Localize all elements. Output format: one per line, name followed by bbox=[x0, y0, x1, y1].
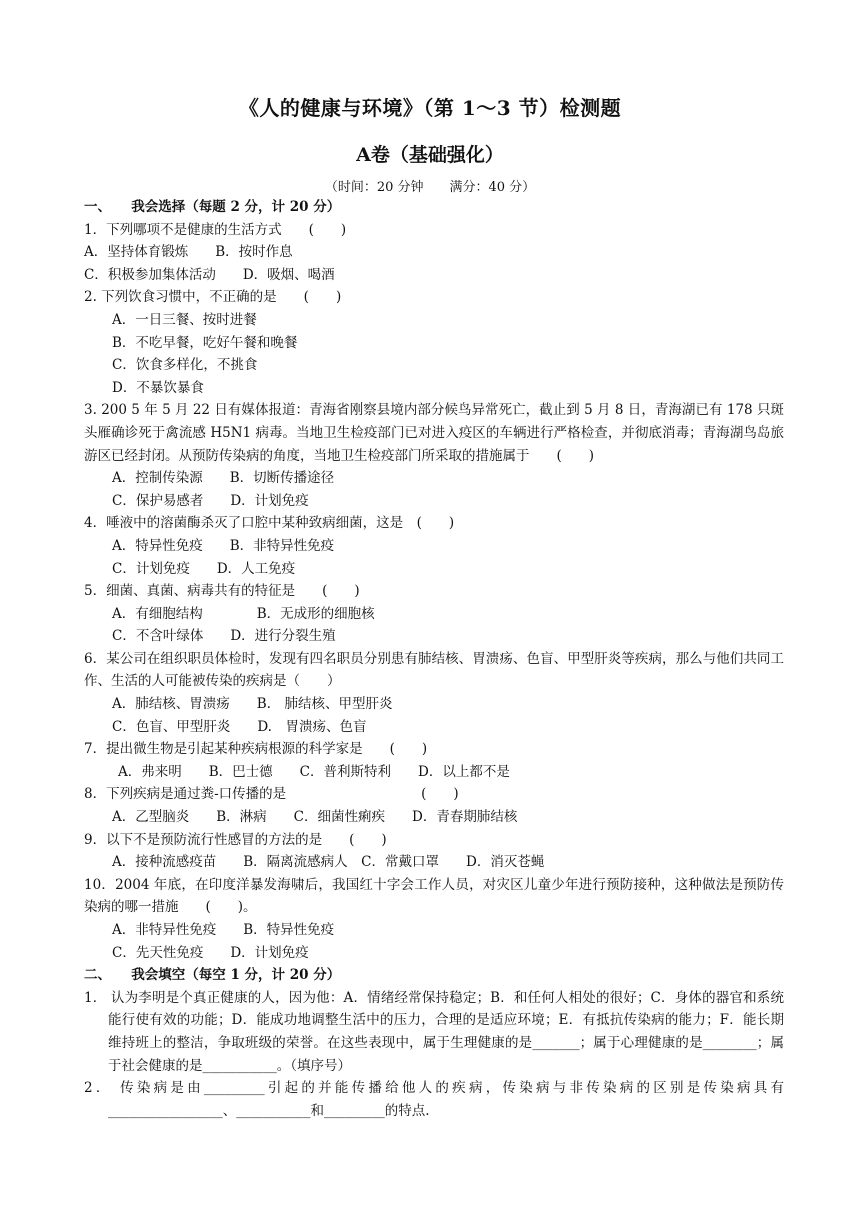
question-10-options-ab: A．非特异性免疫 B．特异性免疫 bbox=[112, 922, 335, 938]
section-heading-fill: 二、 我会填空（每空 1 分，计 20 分） bbox=[84, 967, 341, 984]
question-6-options-cd: C．色盲、甲型肝炎 D. 胃溃疡、色盲 bbox=[112, 718, 367, 735]
question-9-stem: 9．以下不是预防流行性感冒的方法的是 ( ) bbox=[84, 831, 387, 848]
question-4-options-cd: C．计划免疫 D．人工免疫 bbox=[112, 560, 296, 577]
question-6-options-ab: A．肺结核、胃溃疡 B. 肺结核、甲型肝炎 bbox=[112, 696, 393, 713]
question-2-stem: 2. 下列饮食习惯中，不正确的是 ( ) bbox=[84, 289, 342, 306]
question-9-options: A．接种流感疫苗 B．隔离流感病人 C．常戴口罩 D．消灭苍蝇 bbox=[112, 854, 545, 871]
question-2-option-a: A．一日三餐、按时进餐 bbox=[112, 311, 257, 328]
page-title: 《人的健康与环境》（第 1～3 节）检测题 bbox=[238, 96, 622, 120]
question-5-options-ab: A．有细胞结构 B．无成形的细胞核 bbox=[112, 605, 375, 622]
question-5-options-cd: C．不含叶绿体 D．进行分裂生殖 bbox=[112, 628, 336, 645]
exam-content bbox=[84, 196, 784, 1122]
page-subtitle: A卷（基础强化） bbox=[356, 144, 504, 166]
question-4-stem: 4．唾液中的溶菌酶杀灭了口腔中某种致病细菌，这是 ( ) bbox=[84, 515, 455, 532]
question-8-stem: 8．下列疾病是通过粪-口传播的是 ( ) bbox=[84, 786, 459, 803]
question-10-options-cd: C．先天性免疫 D．计划免疫 bbox=[112, 944, 309, 961]
exam-meta: （时间：20 分钟 满分：40 分） bbox=[324, 180, 536, 195]
question-8-options: A．乙型脑炎 B．淋病 C．细菌性痢疾 D．青春期肺结核 bbox=[112, 809, 518, 826]
question-3-options-ab: A．控制传染源 B．切断传播途径 bbox=[112, 470, 335, 487]
question-1-options-cd: C．积极参加集体活动 D．吸烟、喝酒 bbox=[84, 266, 335, 283]
fill-question-1: 1． 认为李明是个真正健康的人，因为他：A．情绪经常保持稳定；B．和任何人相处的很好；C．身体的器官和系统能行使有效的功能；D．能成功地调整生活中的压力，合理的是适应环境；E．有抵抗传染病的能力；F．能长期维持班上的整洁，争取班级的荣誉。在这些表现中，属于生理健康的是_______；属于心理健康的是________；属于社会健康的是___________。（填序号） bbox=[84, 989, 784, 1074]
question-10-stem: 10．2004 年底，在印度洋暴发海啸后，我国红十字会工作人员，对灾区儿童少年进行预防接种，这种做法是预防传染病的哪一措施 ( )。 bbox=[84, 876, 784, 916]
question-1-options-ab: A．坚持体育锻炼 B．按时作息 bbox=[84, 244, 293, 261]
question-2-option-d: D．不暴饮暴食 bbox=[112, 379, 204, 396]
question-7-stem: 7．提出微生物是引起某种疾病根源的科学家是 ( ) bbox=[84, 741, 428, 758]
question-2-option-b: B．不吃早餐，吃好午餐和晚餐 bbox=[112, 334, 298, 351]
question-4-options-ab: A．特异性免疫 B．非特异性免疫 bbox=[112, 537, 335, 554]
fill-question-2: 2． 传染病是由_________引起的并能传播给他人的疾病，传染病与非传染病的区别是传染病具有_________________、___________和_________的特点. bbox=[84, 1080, 784, 1119]
question-3-stem: 3. 200 5 年 5 月 22 日有媒体报道：青海省刚察县境内部分候鸟异常死亡，截止到 5 月 8 日，青海湖已有 178 只斑头雁确诊死于禽流感 H5N1 病毒。当地卫生检疫部门已对进入疫区的车辆进行严格检查，并彻底消毒；青海湖鸟岛旅游区已经封闭。从预防传染病的角度，当地卫生检疫部门所采取的措施属于 ( ) bbox=[84, 402, 784, 464]
question-6-stem: 6．某公司在组织职员体检时，发现有四名职员分别患有肺结核、胃溃疡、色盲、甲型肝炎等疾病，那么与他们共同工作、生活的人可能被传染的疾病是（ ） bbox=[84, 650, 784, 690]
question-3-options-cd: C．保护易感者 D．计划免疫 bbox=[112, 492, 309, 509]
question-1-stem: 1．下列哪项不是健康的生活方式 ( ) bbox=[84, 221, 347, 238]
question-2-option-c: C．饮食多样化，不挑食 bbox=[112, 357, 258, 374]
question-5-stem: 5．细菌、真菌、病毒共有的特征是 ( ) bbox=[84, 583, 360, 600]
question-7-options: A．弗来明 B．巴士德 C．普利斯特利 D．以上都不是 bbox=[118, 763, 510, 780]
section-heading-choice: 一、 我会选择（每题 2 分，计 20 分） bbox=[84, 199, 341, 215]
